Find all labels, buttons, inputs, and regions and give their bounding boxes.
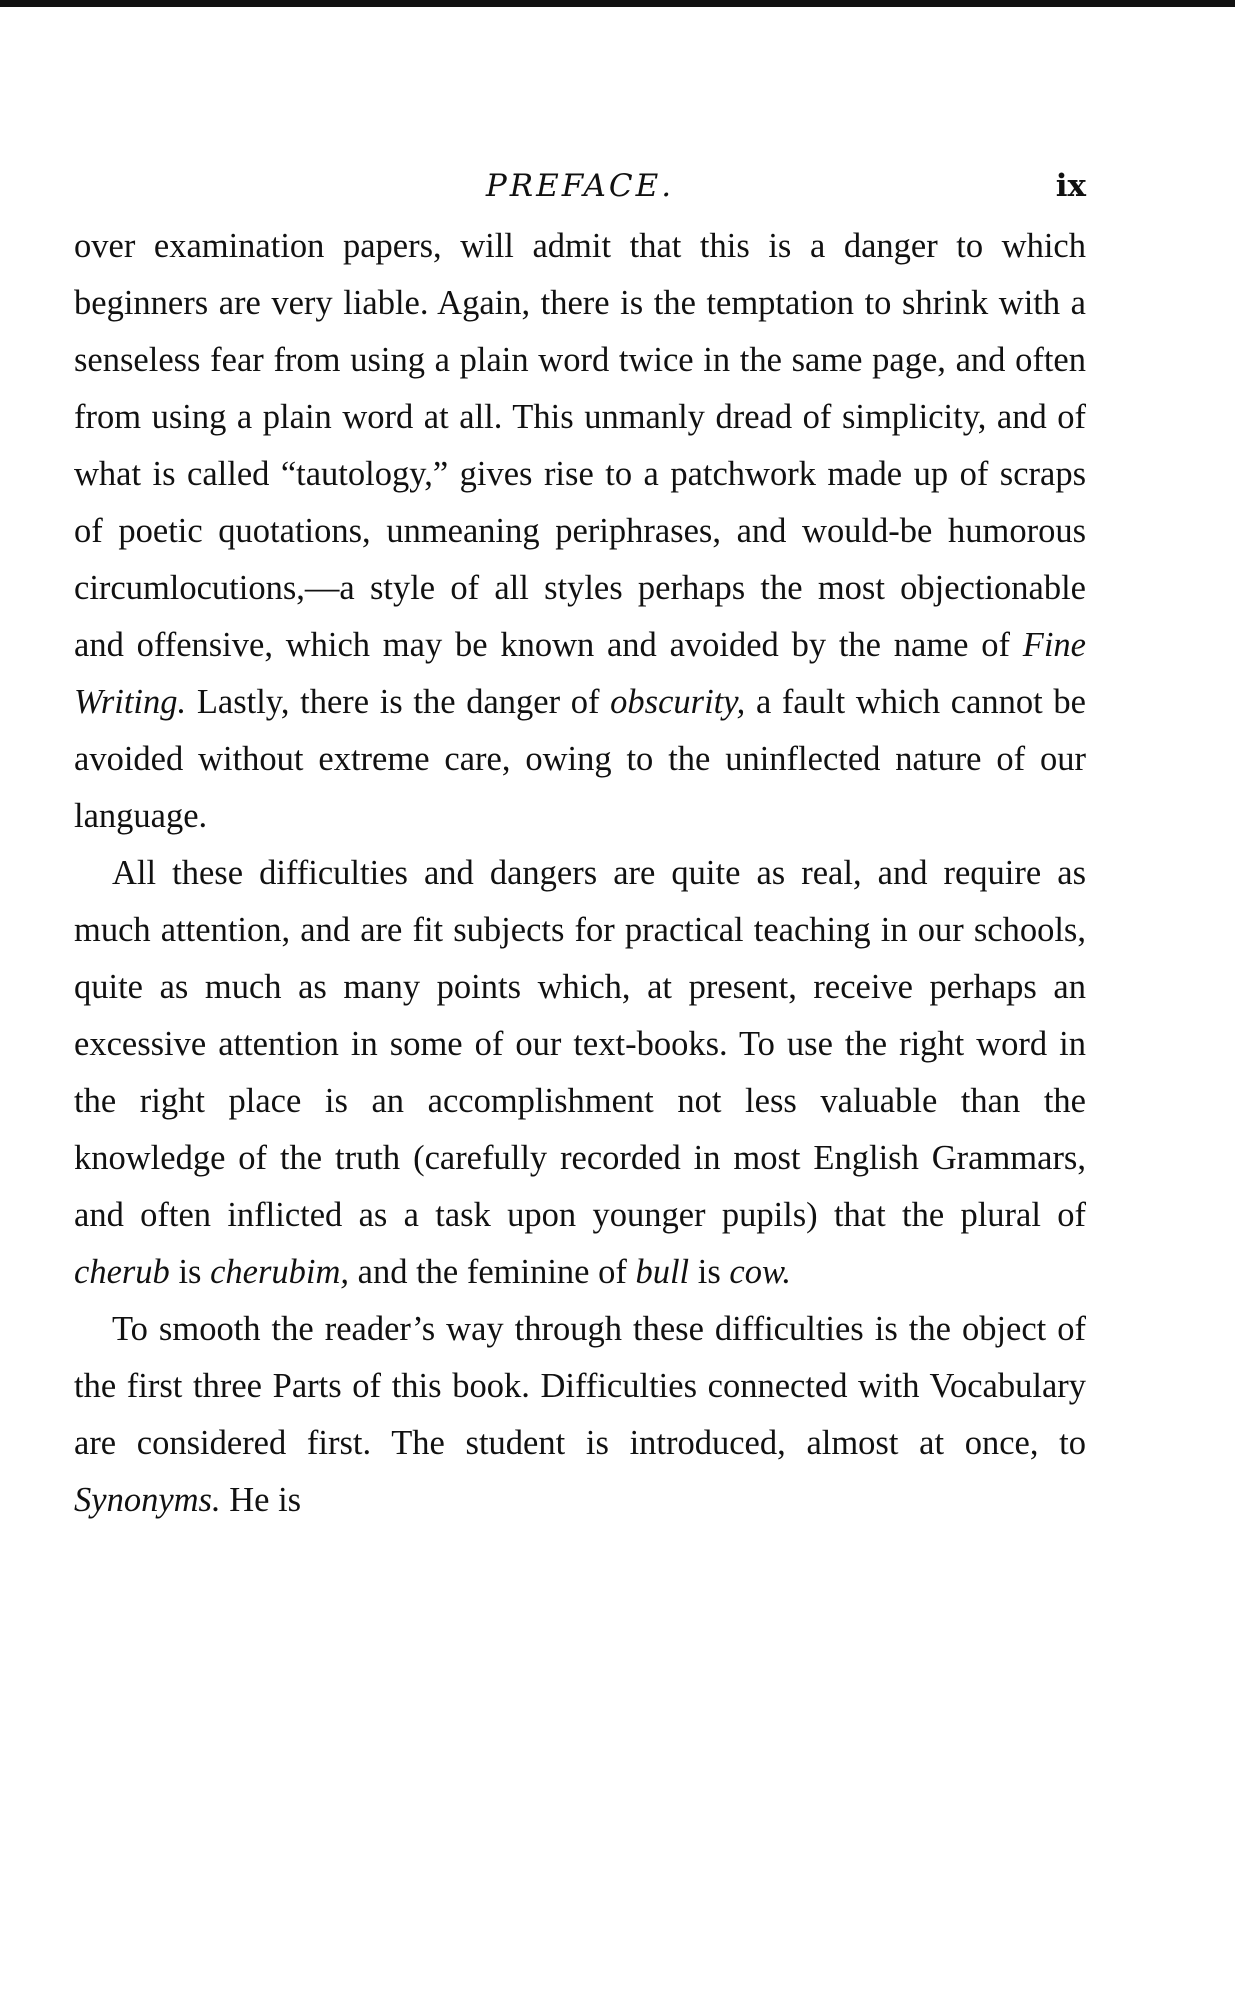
paragraph-3-synonyms: Synonyms.: [74, 1481, 221, 1519]
paragraph-2-text-4: is: [689, 1253, 730, 1291]
paragraph-2-cow: cow.: [729, 1253, 792, 1291]
running-title: PREFACE.: [485, 168, 675, 204]
page-top-edge: [0, 0, 1235, 7]
paragraph-1-fine-writing: Fine Writing.: [74, 626, 1086, 721]
paragraph-3-text-2: He is: [220, 1481, 302, 1519]
running-head: [74, 150, 1086, 218]
paragraph-1-text-1: over examination papers, will admit that this is a danger to which beginners are very liable. Again, there is the temptation to shrink with a senseless fear from using a plain word twice in the same page, and often from using a plain word at all. This unmanly dread of simplicity, and of what is called “tautology,” gives rise to a patchwork made up of scraps of poetic quotations, unmeaning periphrases, and would-be humorous circumlocutions,—a style of all styles perhaps the most objectionable and offensive, which may be known and avoided by the name of: [74, 227, 1086, 664]
paragraph-2-bull: bull: [635, 1253, 690, 1291]
paragraph-1-text-2: Lastly, there is the danger of: [186, 683, 611, 721]
book-page: [74, 150, 1086, 1529]
paragraph-2-text-2: is: [169, 1253, 211, 1291]
paragraph-2-cherubim: cherubim,: [210, 1253, 350, 1291]
paragraph-3-text-1: To smooth the reader’s way through these difficulties is the object of the first three Parts of this book. Difficulties connected with Vocabulary are considered first. The student is introduced, almost at once, to: [74, 1310, 1086, 1462]
paragraph-1-text-3: a fault which cannot be avoided without extreme care, owing to the uninflected nature of our language.: [74, 683, 1086, 835]
paragraph-2-text-3: and the feminine of: [349, 1253, 636, 1291]
paragraph-2: [74, 845, 1086, 1301]
paragraph-3: [74, 1301, 1086, 1529]
paragraph-1: [74, 218, 1086, 845]
body-text: [74, 218, 1086, 1529]
paragraph-2-cherub: cherub: [74, 1253, 170, 1291]
paragraph-2-text-1: All these difficulties and dangers are quite as real, and require as much attention, and are fit subjects for practical teaching in our schools, quite as much as many points which, at present, receive perhaps an excessive attention in some of our text-books. To use the right word in the right place is an accomplishment not less valuable than the knowledge of the truth (carefully recorded in most English Grammars, and often inflicted as a task upon younger pupils) that the plural of: [74, 854, 1086, 1234]
paragraph-1-obscurity: obscurity,: [610, 683, 746, 721]
page-number: ix: [1055, 168, 1086, 204]
